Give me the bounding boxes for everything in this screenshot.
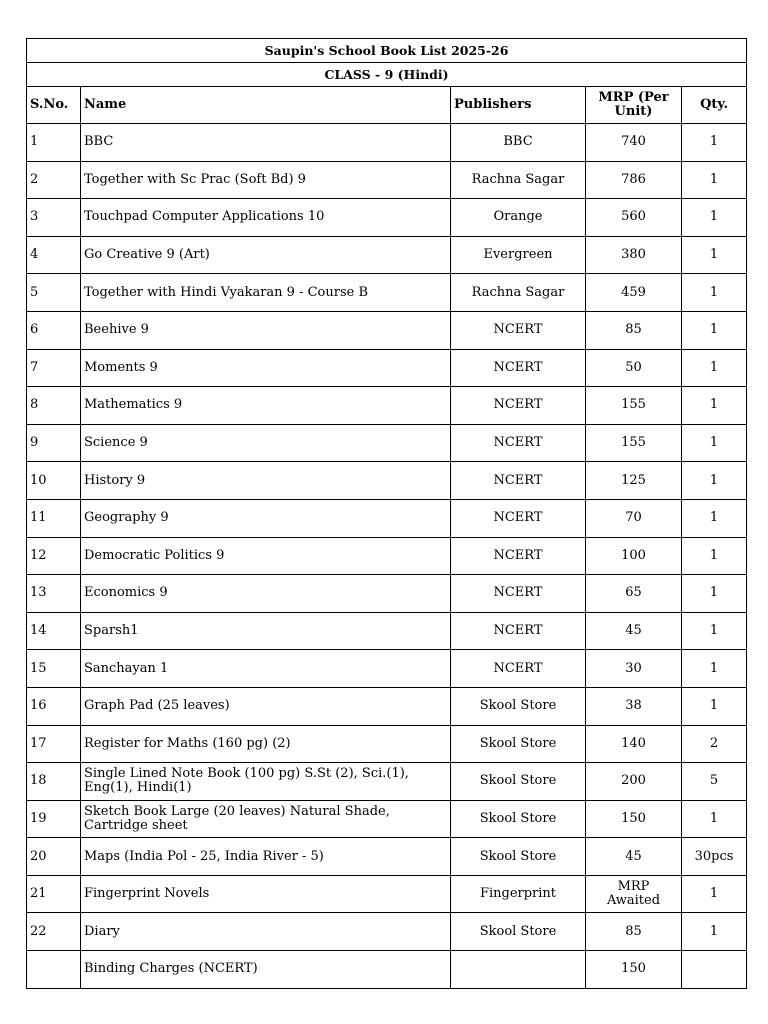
cell-qty: 30pcs: [682, 838, 747, 876]
cell-name: Touchpad Computer Applications 10: [81, 199, 451, 237]
cell-qty: 1: [682, 349, 747, 387]
cell-qty: 1: [682, 311, 747, 349]
cell-publisher: Skool Store: [451, 800, 586, 838]
cell-sno: 18: [27, 763, 81, 801]
table-row: [27, 951, 747, 989]
cell-qty: 1: [682, 124, 747, 162]
table-row: [27, 800, 747, 838]
cell-mrp: 45: [586, 612, 682, 650]
cell-qty: 5: [682, 763, 747, 801]
cell-mrp: 459: [586, 274, 682, 312]
cell-name: Sparsh1: [81, 612, 451, 650]
cell-mrp: 45: [586, 838, 682, 876]
header-name: Name: [81, 87, 451, 124]
cell-name: Sketch Book Large (20 leaves) Natural Shade, Cartridge sheet: [81, 800, 451, 838]
cell-publisher: BBC: [451, 124, 586, 162]
cell-qty: 1: [682, 875, 747, 913]
cell-publisher: NCERT: [451, 424, 586, 462]
header-publishers: Publishers: [451, 87, 586, 124]
cell-mrp: MRP Awaited: [586, 875, 682, 913]
table-row: [27, 124, 747, 162]
cell-publisher: NCERT: [451, 349, 586, 387]
table-row: [27, 650, 747, 688]
cell-name: Graph Pad (25 leaves): [81, 687, 451, 725]
cell-qty: 1: [682, 161, 747, 199]
table-row: [27, 838, 747, 876]
cell-qty: 1: [682, 800, 747, 838]
cell-publisher: Orange: [451, 199, 586, 237]
cell-qty: 1: [682, 575, 747, 613]
cell-publisher: [451, 951, 586, 989]
cell-mrp: 155: [586, 424, 682, 462]
cell-mrp: 50: [586, 349, 682, 387]
cell-sno: 3: [27, 199, 81, 237]
cell-sno: 20: [27, 838, 81, 876]
cell-sno: 11: [27, 499, 81, 537]
cell-publisher: Skool Store: [451, 725, 586, 763]
cell-qty: 1: [682, 462, 747, 500]
cell-name: Economics 9: [81, 575, 451, 613]
table-row: [27, 763, 747, 801]
cell-publisher: NCERT: [451, 612, 586, 650]
cell-sno: 15: [27, 650, 81, 688]
cell-publisher: NCERT: [451, 650, 586, 688]
cell-qty: 1: [682, 612, 747, 650]
cell-name: Mathematics 9: [81, 387, 451, 425]
table-row: [27, 424, 747, 462]
cell-mrp: 100: [586, 537, 682, 575]
cell-qty: 1: [682, 424, 747, 462]
cell-publisher: Rachna Sagar: [451, 161, 586, 199]
cell-name: Together with Sc Prac (Soft Bd) 9: [81, 161, 451, 199]
header-mrp: MRP (Per Unit): [586, 87, 682, 124]
cell-sno: 6: [27, 311, 81, 349]
cell-sno: [27, 951, 81, 989]
cell-mrp: 85: [586, 913, 682, 951]
cell-mrp: 85: [586, 311, 682, 349]
cell-name: BBC: [81, 124, 451, 162]
cell-sno: 2: [27, 161, 81, 199]
cell-sno: 22: [27, 913, 81, 951]
cell-name: Geography 9: [81, 499, 451, 537]
cell-sno: 19: [27, 800, 81, 838]
table-row: [27, 725, 747, 763]
cell-name: Beehive 9: [81, 311, 451, 349]
table-row: [27, 161, 747, 199]
cell-qty: 1: [682, 687, 747, 725]
cell-sno: 5: [27, 274, 81, 312]
book-list-table: [26, 38, 747, 989]
cell-qty: [682, 951, 747, 989]
cell-publisher: Rachna Sagar: [451, 274, 586, 312]
cell-publisher: NCERT: [451, 499, 586, 537]
header-row: [27, 87, 747, 124]
cell-mrp: 140: [586, 725, 682, 763]
cell-mrp: 786: [586, 161, 682, 199]
cell-sno: 13: [27, 575, 81, 613]
cell-publisher: NCERT: [451, 575, 586, 613]
cell-qty: 1: [682, 199, 747, 237]
cell-mrp: 200: [586, 763, 682, 801]
cell-sno: 4: [27, 236, 81, 274]
cell-name: Moments 9: [81, 349, 451, 387]
cell-publisher: Evergreen: [451, 236, 586, 274]
cell-publisher: Skool Store: [451, 687, 586, 725]
cell-sno: 21: [27, 875, 81, 913]
cell-sno: 1: [27, 124, 81, 162]
table-row: [27, 875, 747, 913]
table-row: [27, 311, 747, 349]
cell-qty: 1: [682, 274, 747, 312]
cell-name: Go Creative 9 (Art): [81, 236, 451, 274]
table-row: [27, 499, 747, 537]
cell-qty: 1: [682, 387, 747, 425]
cell-name: Single Lined Note Book (100 pg) S.St (2), Sci.(1), Eng(1), Hindi(1): [81, 763, 451, 801]
cell-publisher: NCERT: [451, 311, 586, 349]
cell-name: Diary: [81, 913, 451, 951]
cell-sno: 9: [27, 424, 81, 462]
cell-qty: 1: [682, 236, 747, 274]
cell-mrp: 150: [586, 800, 682, 838]
table-row: [27, 349, 747, 387]
cell-mrp: 380: [586, 236, 682, 274]
cell-publisher: Skool Store: [451, 763, 586, 801]
table-row: [27, 913, 747, 951]
table-row: [27, 236, 747, 274]
table-row: [27, 274, 747, 312]
cell-name: Sanchayan 1: [81, 650, 451, 688]
cell-qty: 1: [682, 537, 747, 575]
cell-qty: 1: [682, 913, 747, 951]
table-row: [27, 199, 747, 237]
cell-publisher: Fingerprint: [451, 875, 586, 913]
cell-sno: 16: [27, 687, 81, 725]
cell-publisher: NCERT: [451, 387, 586, 425]
cell-name: Register for Maths (160 pg) (2): [81, 725, 451, 763]
cell-qty: 2: [682, 725, 747, 763]
header-sno: S.No.: [27, 87, 81, 124]
cell-name: Together with Hindi Vyakaran 9 - Course B: [81, 274, 451, 312]
table-row: [27, 387, 747, 425]
cell-mrp: 150: [586, 951, 682, 989]
cell-mrp: 70: [586, 499, 682, 537]
cell-mrp: 38: [586, 687, 682, 725]
cell-sno: 7: [27, 349, 81, 387]
cell-sno: 14: [27, 612, 81, 650]
cell-qty: 1: [682, 499, 747, 537]
cell-sno: 12: [27, 537, 81, 575]
cell-publisher: Skool Store: [451, 838, 586, 876]
cell-name: Maps (India Pol - 25, India River - 5): [81, 838, 451, 876]
cell-mrp: 560: [586, 199, 682, 237]
cell-mrp: 30: [586, 650, 682, 688]
title-row: [27, 39, 747, 63]
cell-name: Fingerprint Novels: [81, 875, 451, 913]
table-row: [27, 537, 747, 575]
cell-mrp: 65: [586, 575, 682, 613]
list-title: Saupin's School Book List 2025-26: [27, 39, 747, 63]
cell-name: History 9: [81, 462, 451, 500]
cell-name: Democratic Politics 9: [81, 537, 451, 575]
header-qty: Qty.: [682, 87, 747, 124]
cell-name: Science 9: [81, 424, 451, 462]
table-row: [27, 462, 747, 500]
cell-sno: 17: [27, 725, 81, 763]
cell-sno: 8: [27, 387, 81, 425]
cell-sno: 10: [27, 462, 81, 500]
cell-name: Binding Charges (NCERT): [81, 951, 451, 989]
cell-publisher: NCERT: [451, 462, 586, 500]
table-row: [27, 575, 747, 613]
cell-mrp: 155: [586, 387, 682, 425]
cell-publisher: Skool Store: [451, 913, 586, 951]
cell-mrp: 740: [586, 124, 682, 162]
table-row: [27, 612, 747, 650]
cell-publisher: NCERT: [451, 537, 586, 575]
cell-qty: 1: [682, 650, 747, 688]
cell-mrp: 125: [586, 462, 682, 500]
class-row: [27, 63, 747, 87]
table-row: [27, 687, 747, 725]
class-label: CLASS - 9 (Hindi): [27, 63, 747, 87]
